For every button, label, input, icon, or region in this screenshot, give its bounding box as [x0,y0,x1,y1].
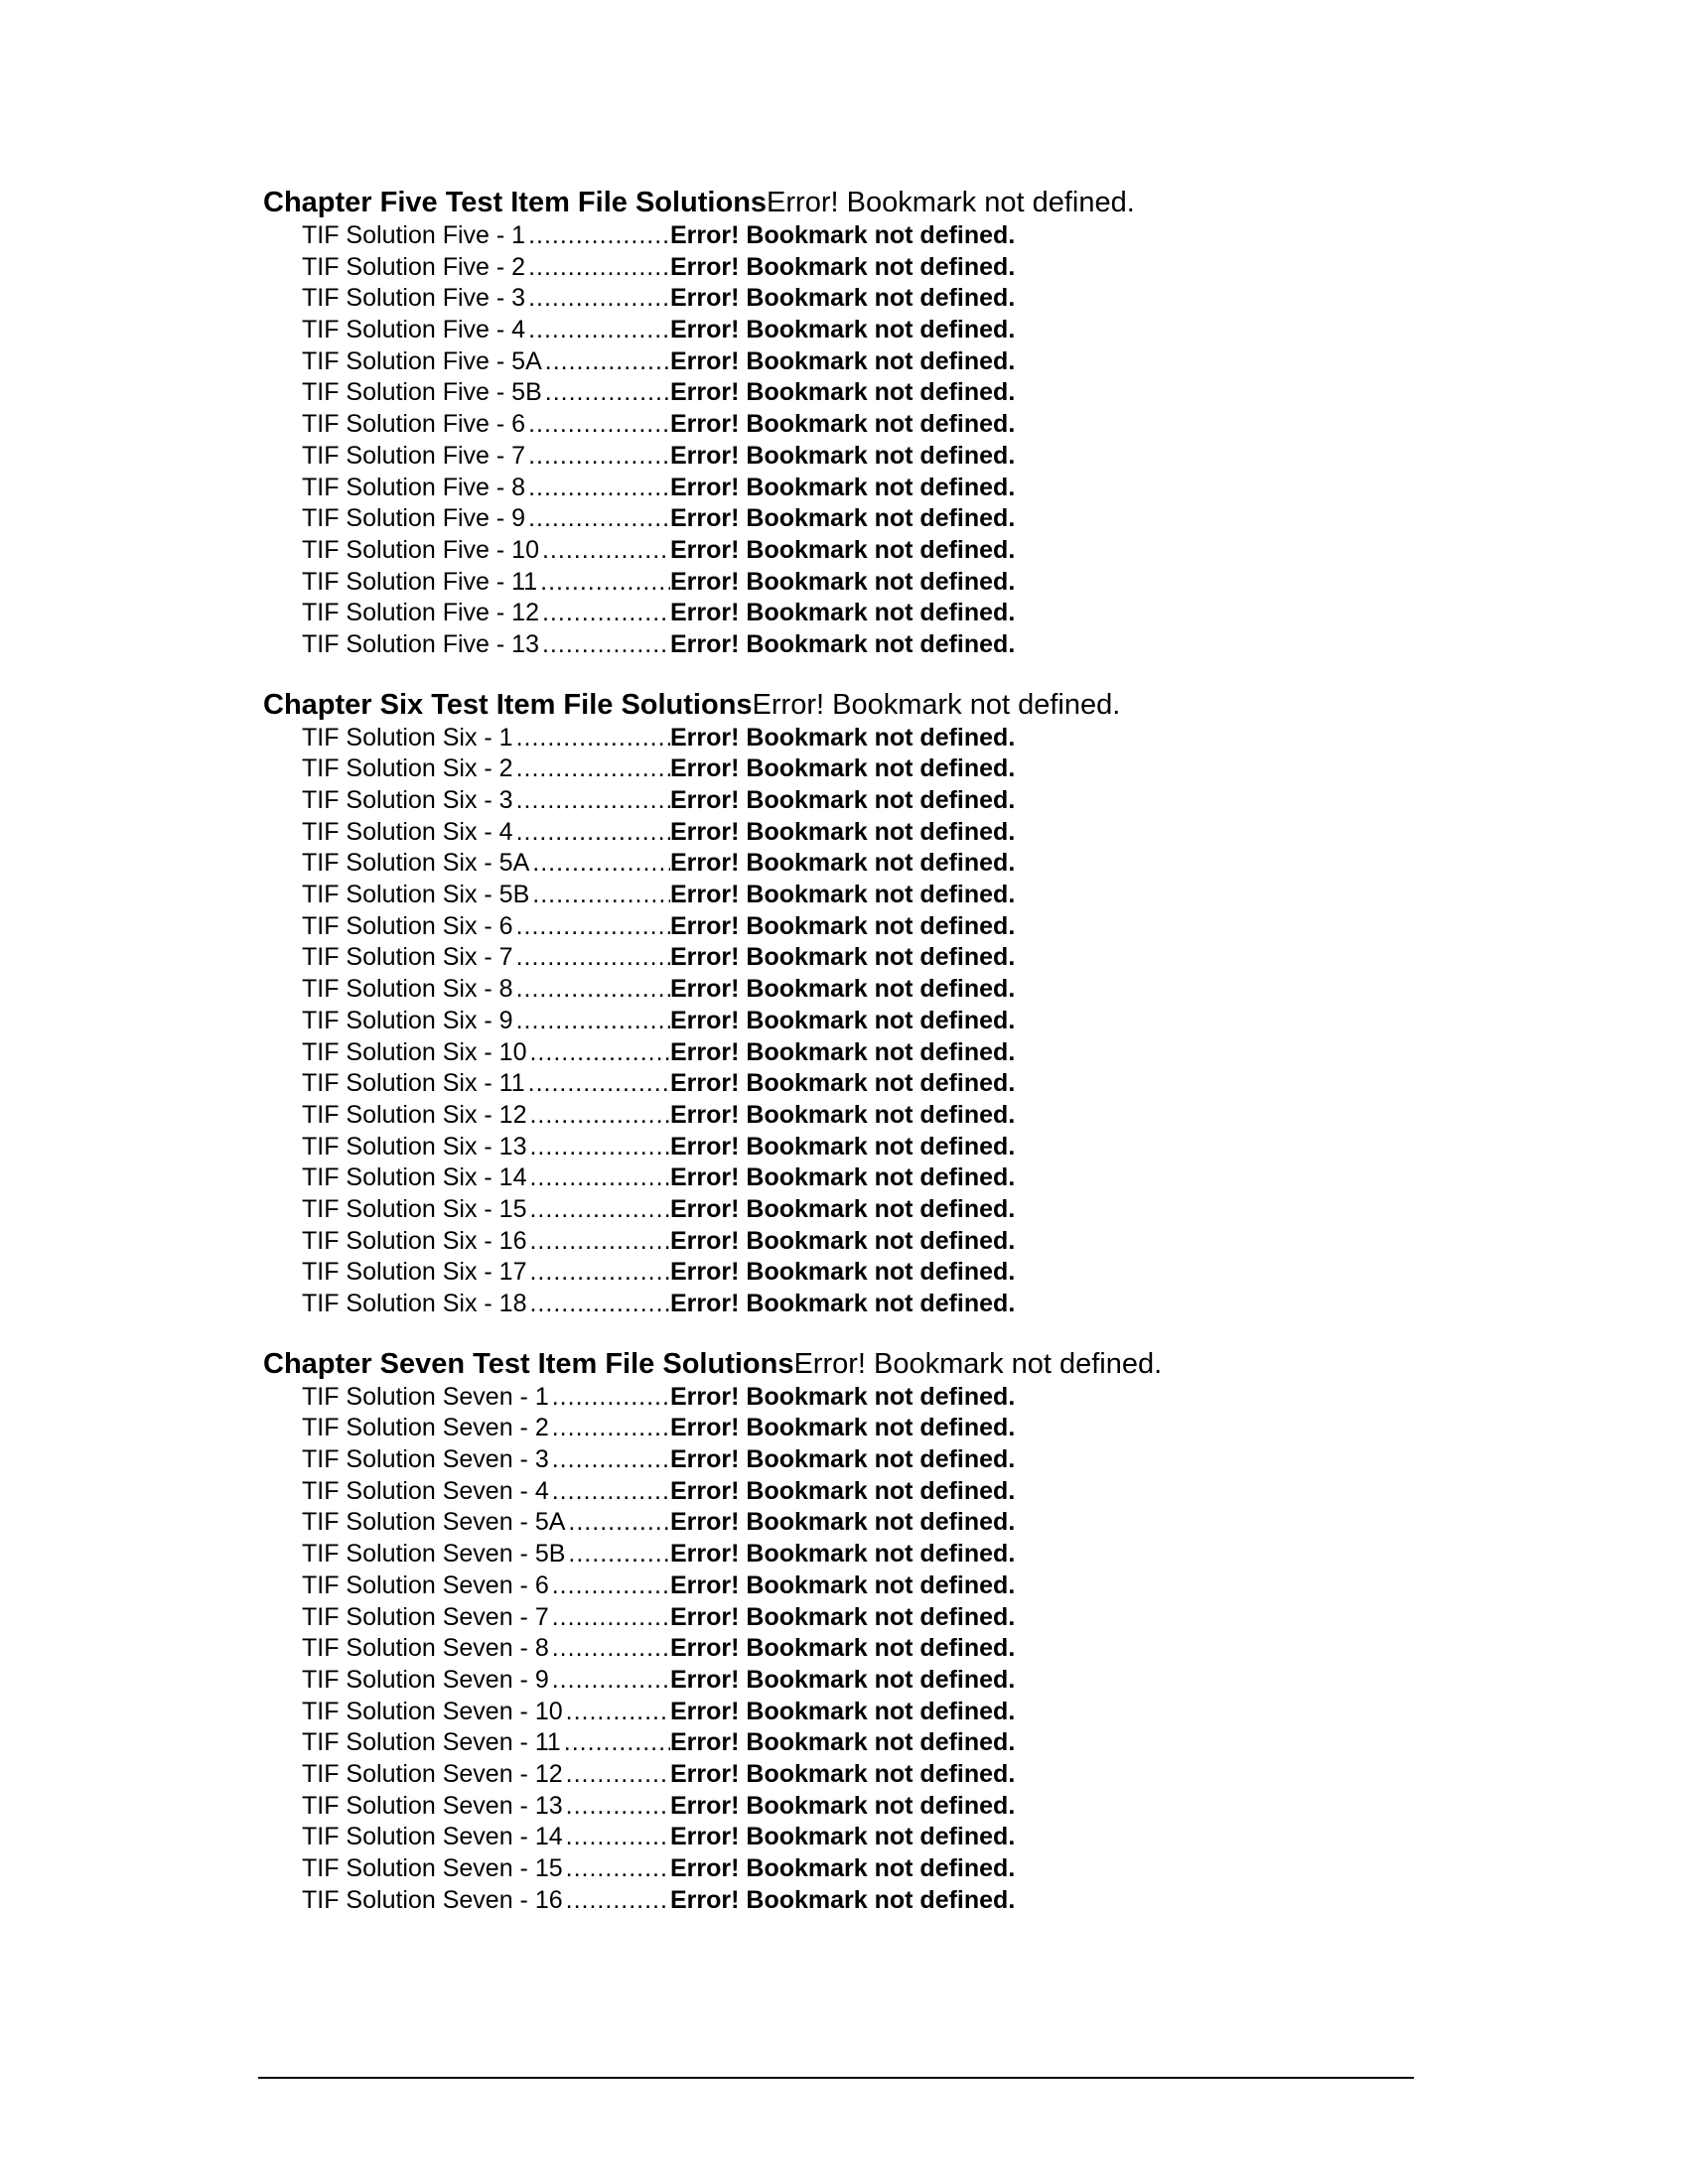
table-of-contents [263,185,1455,1942]
toc-entry[interactable] [302,473,1455,504]
toc-entry-label-wrap [302,283,670,315]
toc-entry[interactable] [302,315,1455,346]
toc-entry-page-ref: Error! Bookmark not defined. [670,1100,1016,1129]
toc-entry[interactable] [302,1068,1455,1100]
toc-entry-label-wrap [302,911,670,943]
dot-leader [525,473,670,504]
toc-entry[interactable] [302,1759,1455,1791]
toc-entry-label: TIF Solution Seven - 11 [302,1728,561,1757]
toc-entry-page-ref: Error! Bookmark not defined. [670,1854,1016,1882]
toc-entry[interactable] [302,1382,1455,1414]
dot-leader [513,942,670,974]
toc-entry[interactable] [302,1226,1455,1258]
toc-entry-label-wrap [302,1759,670,1791]
toc-entry-page-ref: Error! Bookmark not defined. [670,1885,1016,1914]
dot-leader [539,629,670,661]
toc-entry-page-ref: Error! Bookmark not defined. [670,786,1016,814]
toc-entry[interactable] [302,785,1455,817]
dot-leader [563,1759,670,1791]
toc-entry-page-ref: Error! Bookmark not defined. [670,817,1016,846]
toc-entry[interactable] [302,1602,1455,1634]
toc-entry-page-ref: Error! Bookmark not defined. [670,849,1016,878]
toc-entry[interactable] [302,723,1455,754]
toc-entry-page-ref: Error! Bookmark not defined. [670,378,1016,407]
toc-entry-label: TIF Solution Five - 5A [302,346,542,375]
toc-entry-label-wrap [302,817,670,849]
toc-entry-label: TIF Solution Six - 12 [302,1100,527,1129]
dot-leader [525,252,670,284]
toc-entry-label-wrap [302,1100,670,1132]
toc-entry-label-wrap [302,441,670,473]
toc-entry[interactable] [302,1289,1455,1320]
toc-entry-label-wrap [302,723,670,754]
toc-entry-page-ref: Error! Bookmark not defined. [670,1476,1016,1505]
dot-leader [526,1132,670,1163]
dot-leader [525,441,670,473]
toc-entry-label-wrap [302,1822,670,1853]
dot-leader [539,598,670,629]
toc-entry-label-wrap [302,1476,670,1508]
toc-entry[interactable] [302,409,1455,441]
dot-leader [549,1476,670,1508]
toc-entry[interactable] [302,753,1455,785]
toc-entry-label-wrap [302,473,670,504]
toc-entry-page-ref: Error! Bookmark not defined. [670,1132,1016,1160]
toc-entry-page-ref: Error! Bookmark not defined. [670,1382,1016,1411]
dot-leader [513,785,670,817]
toc-entry-label-wrap [302,220,670,252]
toc-entry-label: TIF Solution Five - 13 [302,629,539,658]
dot-leader [542,346,670,378]
dot-leader [563,1697,670,1728]
toc-entry-label-wrap [302,848,670,880]
toc-entry-page-ref: Error! Bookmark not defined. [670,473,1016,501]
toc-entry-label-wrap [302,1132,670,1163]
chapter-title: Chapter Six Test Item File Solutions [263,688,753,721]
toc-entry[interactable] [302,1570,1455,1602]
toc-entry-label: TIF Solution Seven - 7 [302,1602,549,1631]
toc-chapter [263,185,1455,661]
toc-entry-label: TIF Solution Six - 2 [302,754,513,783]
dot-leader [539,535,670,567]
toc-entry-label: TIF Solution Seven - 5B [302,1540,566,1569]
toc-entry-label-wrap [302,1257,670,1289]
chapter-heading[interactable] [263,185,1455,220]
toc-entry-page-ref: Error! Bookmark not defined. [670,1006,1016,1034]
toc-entry-label: TIF Solution Six - 17 [302,1258,527,1287]
toc-entry-label-wrap [302,629,670,661]
toc-entry[interactable] [302,1476,1455,1508]
toc-entry[interactable] [302,1665,1455,1697]
toc-entry-page-ref: Error! Bookmark not defined. [670,1290,1016,1317]
toc-entry-label: TIF Solution Five - 9 [302,504,526,533]
dot-leader [563,1822,670,1853]
toc-entry-page-ref: Error! Bookmark not defined. [670,911,1016,940]
toc-entry[interactable] [302,1822,1455,1853]
dot-leader [549,1413,670,1444]
toc-entry-page-ref: Error! Bookmark not defined. [670,1226,1016,1255]
toc-entry-label: TIF Solution Six - 5B [302,881,530,909]
chapter-title: Chapter Five Test Item File Solutions [263,187,768,218]
toc-entry[interactable] [302,1853,1455,1885]
toc-entry-label: TIF Solution Seven - 4 [302,1476,549,1505]
toc-entry-label-wrap [302,315,670,346]
dot-leader [526,1162,670,1194]
toc-entry-page-ref: Error! Bookmark not defined. [670,1759,1016,1788]
toc-entry-page-ref: Error! Bookmark not defined. [670,221,1016,249]
toc-entry-label-wrap [302,1068,670,1100]
toc-entry-label: TIF Solution Seven - 15 [302,1854,563,1882]
dot-leader [563,1885,670,1917]
toc-entry-label-wrap [302,1665,670,1697]
footer-divider [258,2077,1414,2079]
toc-entry-label: TIF Solution Six - 7 [302,943,513,972]
dot-leader [542,377,670,409]
dot-leader [549,1382,670,1414]
toc-entry-label: TIF Solution Six - 1 [302,723,513,751]
toc-entry[interactable] [302,598,1455,629]
toc-entry-page-ref: Error! Bookmark not defined. [670,1823,1016,1851]
toc-entry[interactable] [302,911,1455,943]
toc-entry-label: TIF Solution Seven - 16 [302,1885,563,1914]
dot-leader [513,974,670,1006]
dot-leader [513,1006,670,1037]
toc-entry-label-wrap [302,942,670,974]
dot-leader [549,1570,670,1602]
toc-entry-page-ref: Error! Bookmark not defined. [670,567,1016,596]
toc-entry-label: TIF Solution Five - 6 [302,410,526,439]
toc-entry[interactable] [302,283,1455,315]
toc-entry-label: TIF Solution Seven - 14 [302,1823,563,1851]
toc-entry-label: TIF Solution Six - 9 [302,1006,513,1034]
toc-entry-label-wrap [302,503,670,535]
toc-entry-label-wrap [302,1194,670,1226]
dot-leader [525,1068,670,1100]
toc-chapter [263,687,1455,1320]
dot-leader [526,1226,670,1258]
dot-leader [549,1444,670,1476]
dot-leader [525,220,670,252]
toc-entry-page-ref: Error! Bookmark not defined. [670,1037,1016,1066]
toc-entry-label: TIF Solution Six - 14 [302,1163,527,1192]
dot-leader [513,817,670,849]
dot-leader [565,1507,670,1539]
toc-entry-label-wrap [302,974,670,1006]
toc-entry[interactable] [302,535,1455,567]
toc-entry-label: TIF Solution Six - 16 [302,1226,527,1255]
toc-entry-label: TIF Solution Five - 1 [302,221,526,249]
toc-entry-label-wrap [302,1289,670,1320]
toc-entry-label-wrap [302,1382,670,1414]
toc-entry-label: TIF Solution Five - 10 [302,535,539,564]
dot-leader [525,503,670,535]
dot-leader [549,1633,670,1665]
toc-entry-label-wrap [302,535,670,567]
toc-entry-label-wrap [302,880,670,911]
toc-entry-page-ref: Error! Bookmark not defined. [670,1414,1016,1442]
toc-entry-label: TIF Solution Seven - 9 [302,1665,549,1694]
toc-entry-label: TIF Solution Six - 5A [302,849,530,878]
chapter-page-ref: Error! Bookmark not defined. [767,187,1135,218]
toc-entry-label: TIF Solution Seven - 8 [302,1634,549,1663]
toc-entry[interactable] [302,629,1455,661]
dot-leader [549,1665,670,1697]
chapter-title: Chapter Seven Test Item File Solutions [263,1347,794,1380]
toc-entry-label-wrap [302,753,670,785]
toc-entry-page-ref: Error! Bookmark not defined. [670,1163,1016,1192]
toc-entry[interactable] [302,1037,1455,1069]
toc-entry-page-ref: Error! Bookmark not defined. [670,1570,1016,1599]
toc-entry-label: TIF Solution Five - 8 [302,473,526,501]
toc-entry-label: TIF Solution Six - 15 [302,1194,527,1223]
toc-entry-page-ref: Error! Bookmark not defined. [670,316,1016,344]
toc-entry[interactable] [302,1100,1455,1132]
dot-leader [526,1289,670,1320]
toc-entry[interactable] [302,1444,1455,1476]
toc-entry-label-wrap [302,598,670,629]
chapter-heading[interactable] [263,1346,1455,1382]
dot-leader [513,911,670,943]
toc-entry-page-ref: Error! Bookmark not defined. [670,1634,1016,1663]
dot-leader [526,1037,670,1069]
toc-entry-label-wrap [302,1507,670,1539]
toc-entry-page-ref: Error! Bookmark not defined. [670,410,1016,439]
toc-entry-label-wrap [302,1006,670,1037]
dot-leader [561,1727,670,1759]
toc-entry-page-ref: Error! Bookmark not defined. [670,535,1016,564]
toc-entry[interactable] [302,1791,1455,1823]
toc-entry[interactable] [302,441,1455,473]
toc-entry-page-ref: Error! Bookmark not defined. [670,629,1016,658]
toc-entry-page-ref: Error! Bookmark not defined. [670,1665,1016,1694]
toc-entry[interactable] [302,1006,1455,1037]
dot-leader [526,1194,670,1226]
toc-entry-label: TIF Solution Seven - 10 [302,1697,563,1725]
toc-chapter [263,1346,1455,1917]
toc-entry[interactable] [302,1507,1455,1539]
toc-entry-label-wrap [302,1853,670,1885]
toc-entry-label-wrap [302,1037,670,1069]
dot-leader [526,1257,670,1289]
toc-entry-page-ref: Error! Bookmark not defined. [670,1194,1016,1223]
toc-entry-label-wrap [302,1633,670,1665]
toc-entry[interactable] [302,1162,1455,1194]
toc-entry-label-wrap [302,1570,670,1602]
toc-entry-label-wrap [302,1162,670,1194]
toc-entry-page-ref: Error! Bookmark not defined. [670,441,1016,470]
toc-entry-label-wrap [302,1413,670,1444]
toc-entry-label: TIF Solution Seven - 13 [302,1791,563,1820]
toc-entry-label: TIF Solution Six - 10 [302,1037,527,1066]
dot-leader [525,315,670,346]
toc-entry-label-wrap [302,1791,670,1823]
toc-entry-label-wrap [302,409,670,441]
toc-entry-label-wrap [302,252,670,284]
dot-leader [526,1100,670,1132]
toc-entry-label: TIF Solution Six - 13 [302,1132,527,1160]
toc-entry-page-ref: Error! Bookmark not defined. [670,881,1016,909]
dot-leader [549,1602,670,1634]
toc-entry[interactable] [302,817,1455,849]
toc-entry-label: TIF Solution Five - 11 [302,567,538,596]
toc-entry-page-ref: Error! Bookmark not defined. [670,599,1016,627]
toc-entry[interactable] [302,942,1455,974]
toc-entry-label: TIF Solution Six - 11 [302,1069,525,1098]
dot-leader [563,1853,670,1885]
toc-entry[interactable] [302,503,1455,535]
toc-entry[interactable] [302,377,1455,409]
toc-entry-page-ref: Error! Bookmark not defined. [670,1728,1016,1757]
toc-entry-label: TIF Solution Seven - 3 [302,1445,549,1474]
toc-entry-label-wrap [302,1226,670,1258]
toc-entry-label: TIF Solution Seven - 12 [302,1759,563,1788]
toc-entry-label-wrap [302,1539,670,1570]
toc-entry-label-wrap [302,1444,670,1476]
toc-entry-page-ref: Error! Bookmark not defined. [670,504,1016,533]
toc-entry-page-ref: Error! Bookmark not defined. [670,1069,1016,1098]
toc-entry-label-wrap [302,567,670,599]
toc-entry-page-ref: Error! Bookmark not defined. [670,1697,1016,1725]
toc-entry-label: TIF Solution Six - 3 [302,786,513,814]
dot-leader [565,1539,670,1570]
toc-entry[interactable] [302,252,1455,284]
toc-entry-page-ref: Error! Bookmark not defined. [670,723,1016,751]
toc-entry-page-ref: Error! Bookmark not defined. [670,346,1016,375]
toc-entry-page-ref: Error! Bookmark not defined. [670,252,1016,281]
toc-entry[interactable] [302,1633,1455,1665]
toc-entry[interactable] [302,974,1455,1006]
toc-entry-page-ref: Error! Bookmark not defined. [670,1445,1016,1474]
toc-entry-label: TIF Solution Six - 18 [302,1290,527,1317]
toc-entry-label: TIF Solution Six - 4 [302,817,513,846]
toc-entry[interactable] [302,848,1455,880]
toc-entry[interactable] [302,1539,1455,1570]
toc-entry-label-wrap [302,1885,670,1917]
toc-entry-label-wrap [302,1727,670,1759]
toc-entry-label-wrap [302,346,670,378]
dot-leader [525,409,670,441]
toc-entry-page-ref: Error! Bookmark not defined. [670,1258,1016,1287]
toc-entry[interactable] [302,1194,1455,1226]
toc-entry[interactable] [302,1257,1455,1289]
chapter-page-ref: Error! Bookmark not defined. [793,1347,1163,1380]
toc-entry-label: TIF Solution Six - 6 [302,911,513,940]
toc-entry-page-ref: Error! Bookmark not defined. [670,1540,1016,1569]
toc-entry-label: TIF Solution Seven - 1 [302,1382,549,1411]
toc-entry-label: TIF Solution Five - 7 [302,441,526,470]
toc-entry-label: TIF Solution Seven - 6 [302,1570,549,1599]
toc-entry-label: TIF Solution Five - 5B [302,378,542,407]
toc-entry[interactable] [302,880,1455,911]
toc-entry[interactable] [302,567,1455,599]
toc-entry-label: TIF Solution Six - 8 [302,975,513,1004]
toc-entry-page-ref: Error! Bookmark not defined. [670,284,1016,313]
toc-entry[interactable] [302,1132,1455,1163]
toc-entry-label-wrap [302,1602,670,1634]
dot-leader [563,1791,670,1823]
toc-entry[interactable] [302,220,1455,252]
dot-leader [513,753,670,785]
toc-entry-page-ref: Error! Bookmark not defined. [670,1602,1016,1631]
dot-leader [529,880,670,911]
toc-entry[interactable] [302,1727,1455,1759]
toc-entry-page-ref: Error! Bookmark not defined. [670,1508,1016,1537]
toc-entry[interactable] [302,1413,1455,1444]
dot-leader [529,848,670,880]
chapter-page-ref: Error! Bookmark not defined. [752,688,1121,721]
toc-entry-label: TIF Solution Five - 4 [302,316,526,344]
dot-leader [537,567,670,599]
chapter-heading[interactable] [263,687,1455,723]
toc-entry-page-ref: Error! Bookmark not defined. [670,1791,1016,1820]
dot-leader [513,723,670,754]
toc-entry-label-wrap [302,377,670,409]
toc-entry-page-ref: Error! Bookmark not defined. [670,754,1016,783]
toc-entry-label: TIF Solution Seven - 2 [302,1414,549,1442]
toc-entry[interactable] [302,346,1455,378]
toc-entry-label-wrap [302,1697,670,1728]
toc-entry[interactable] [302,1697,1455,1728]
toc-entry-label: TIF Solution Seven - 5A [302,1508,566,1537]
toc-entry-page-ref: Error! Bookmark not defined. [670,943,1016,972]
toc-entry-page-ref: Error! Bookmark not defined. [670,975,1016,1004]
toc-entry-label: TIF Solution Five - 3 [302,284,526,313]
toc-entry-label: TIF Solution Five - 2 [302,252,526,281]
toc-entry[interactable] [302,1885,1455,1917]
toc-entry-label-wrap [302,785,670,817]
dot-leader [525,283,670,315]
toc-entry-label: TIF Solution Five - 12 [302,599,539,627]
